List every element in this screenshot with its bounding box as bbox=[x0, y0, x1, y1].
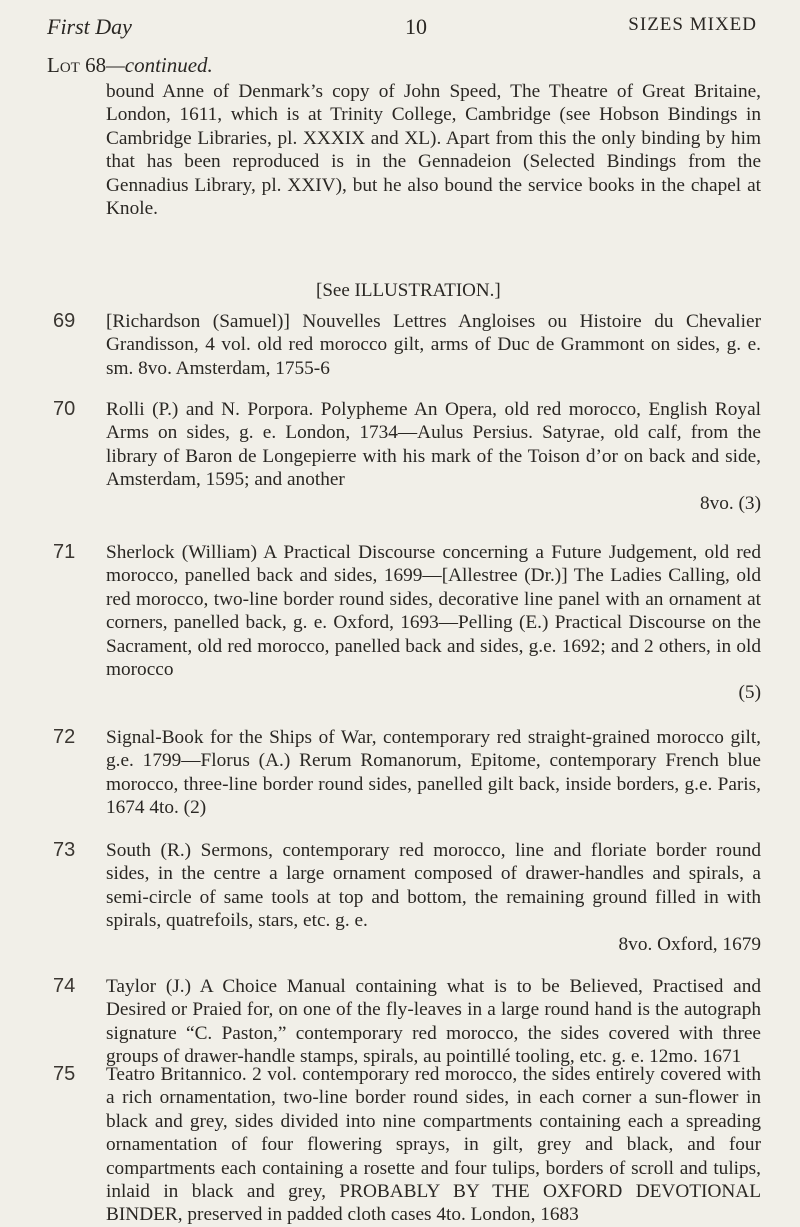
lot-label: Lot bbox=[47, 53, 80, 77]
lot-number: 75 bbox=[53, 1063, 76, 1085]
lot-description-block bbox=[106, 398, 761, 515]
lot-description: Teatro Britannico. 2 vol. contemporary red morocco, the sides entirely covered with a rich ornamentation, two-line border round sides, in each corner a sun-flower in black and grey, sides divided into nine compartments containing each a spreading ornamentation of four flowering sprays, in gilt, grey and black, and four compartments each containing a rosette and four tulips, borders of scroll and tulips, inlaid in black and grey, PROBABLY BY THE OXFORD DEVOTIONAL BINDER, preserved in padded cloth cases 4to. London, 1683 bbox=[106, 1064, 761, 1226]
page-number: 10 bbox=[405, 14, 427, 39]
lot-description-block bbox=[106, 839, 761, 956]
see-illustration: [See ILLUSTRATION.] bbox=[316, 280, 501, 301]
lot-number: 74 bbox=[53, 975, 76, 997]
continuation-text: bound Anne of Denmark’s copy of John Speed, The Theatre of Great Britaine, London, 1611, which is at Trinity College, Cambridge (see Hobson Bindings in Cambridge Libraries, pl. XXXIX and XL). Apart from this the only binding by him that has been reproduced is in the Gennadeion (Selected Bindings from the Gennadius Library, pl. XXIV), but he also bound the service books in the chapel at Knole. bbox=[106, 81, 761, 220]
lot-description: South (R.) Sermons, contemporary red morocco, line and floriate border round sides, in the centre a large ornament composed of drawer-handles and spirals, a semi-circle of same tools at top and bottom, the remaining ground filled in with spirals, quatrefoils, stars, etc. g. e. bbox=[106, 840, 761, 932]
lot-format: (5) bbox=[738, 682, 761, 704]
lot-continued: —continued. bbox=[106, 53, 213, 77]
lot-format: 8vo. Oxford, 1679 bbox=[618, 933, 761, 955]
lot-number: 68 bbox=[85, 53, 107, 77]
lot-number: 71 bbox=[53, 541, 76, 563]
lot-number: 73 bbox=[53, 839, 76, 861]
page-header bbox=[47, 14, 757, 44]
lot-description: Signal-Book for the Ships of War, contemporary red straight-grained morocco gilt, g.e. 1799—Florus (A.) Rerum Romanorum, Epitome, contemporary French blue morocco, three-line border round sides, panelled gilt back, inside borders, g.e. Paris, 1674 4to. (2) bbox=[106, 727, 761, 819]
lot-description: [Richardson (Samuel)] Nouvelles Lettres Angloises ou Histoire du Chevalier Grandisson, 4 vol. old red morocco gilt, arms of Duc de Grammont on sides, g. e. sm. 8vo. Amsterdam, 1755-6 bbox=[106, 311, 761, 379]
lot-continuation-heading bbox=[47, 53, 213, 78]
lot-number: 72 bbox=[53, 726, 76, 748]
lot-description-block bbox=[106, 541, 761, 705]
lot-description: Taylor (J.) A Choice Manual containing what is to be Believed, Practised and Desired or Praied for, on one of the fly-leaves in a large round hand is the autograph signature “C. Paston,” contemporary red morocco, the sides covered with three groups of drawer-handle stamps, spirals, au pointillé tooling, etc. g. e. 12mo. 1671 bbox=[106, 976, 761, 1068]
lot-format: 8vo. (3) bbox=[699, 492, 761, 514]
header-day: First Day bbox=[47, 14, 132, 39]
header-section: SIZES MIXED bbox=[628, 14, 757, 35]
lot-number: 69 bbox=[53, 310, 76, 332]
lot-description: Rolli (P.) and N. Porpora. Polypheme An Opera, old red morocco, English Royal Arms on sides, g. e. London, 1734—Aulus Persius. Satyrae, old calf, from the library of Baron de Longepierre with his mark of the Toison d’or on back and side, Amsterdam, 1595; and another bbox=[106, 399, 761, 491]
lot-description: Sherlock (William) A Practical Discourse concerning a Future Judgement, old red morocco, panelled back and sides, 1699—[Allestree (Dr.)] The Ladies Calling, old red morocco, two-line border round sides, decorative line panel with an ornament at corners, panelled back, g. e. Oxford, 1693—Pelling (E.) Practical Discourse on the Sacrament, old red morocco, panelled back and sides, g.e. 1692; and 2 others, in old morocco bbox=[106, 542, 761, 681]
lot-number: 70 bbox=[53, 398, 76, 420]
